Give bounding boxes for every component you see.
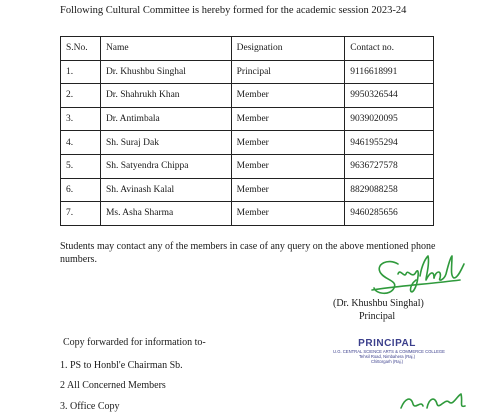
- table-row: [61, 178, 434, 202]
- cell-sno: 2.: [61, 84, 101, 108]
- cell-name: Sh. Suraj Dak: [100, 131, 231, 155]
- principal-signature: [368, 250, 468, 300]
- table-row: [61, 154, 434, 178]
- cell-designation: Member: [231, 202, 345, 226]
- cell-contact: 9460285656: [345, 202, 434, 226]
- cell-contact: 9636727578: [345, 154, 434, 178]
- cell-contact: 9116618991: [345, 60, 434, 84]
- table-row: [61, 84, 434, 108]
- table-row: [61, 202, 434, 226]
- header-contact: Contact no.: [345, 37, 434, 61]
- cell-designation: Principal: [231, 60, 345, 84]
- copy-item: 1. PS to Honbl'e Chairman Sb.: [60, 360, 183, 371]
- cell-contact: 9950326544: [345, 84, 434, 108]
- stamp-title: PRINCIPAL: [358, 338, 416, 349]
- signatory-name: (Dr. Khushbu Singhal): [333, 298, 424, 309]
- cell-contact: 8829088258: [345, 178, 434, 202]
- cell-name: Sh. Avinash Kalal: [100, 178, 231, 202]
- cell-name: Dr. Shahrukh Khan: [100, 84, 231, 108]
- cell-name: Ms. Asha Sharma: [100, 202, 231, 226]
- cell-name: Dr. Antimbala: [100, 107, 231, 131]
- cell-sno: 5.: [61, 154, 101, 178]
- cell-sno: 4.: [61, 131, 101, 155]
- header-sno: S.No.: [61, 37, 101, 61]
- cell-sno: 6.: [61, 178, 101, 202]
- cell-name: Dr. Khushbu Singhal: [100, 60, 231, 84]
- copy-item: 2 All Concerned Members: [60, 380, 166, 391]
- table-row: [61, 60, 434, 84]
- cell-designation: Member: [231, 131, 345, 155]
- principal-stamp: [333, 338, 445, 365]
- cell-designation: Member: [231, 178, 345, 202]
- secondary-signature: [395, 390, 475, 410]
- header-name: Name: [100, 37, 231, 61]
- intro-text: Following Cultural Committee is hereby formed for the academic session 2023-24: [60, 5, 407, 16]
- committee-table: [60, 36, 434, 226]
- cell-designation: Member: [231, 107, 345, 131]
- table-header-row: [61, 37, 434, 61]
- signatory-title: Principal: [359, 311, 396, 322]
- cell-sno: 3.: [61, 107, 101, 131]
- header-designation: Designation: [231, 37, 345, 61]
- cell-contact: 9461955294: [345, 131, 434, 155]
- cell-sno: 7.: [61, 202, 101, 226]
- copy-heading: Copy forwarded for information to-: [63, 337, 206, 348]
- stamp-line: Chittorgarh (Raj.): [370, 359, 404, 365]
- stamp-line: Tehsil Road, Nimbahera (Raj.): [358, 354, 416, 360]
- cell-name: Sh. Satyendra Chippa: [100, 154, 231, 178]
- table-row: [61, 107, 434, 131]
- cell-sno: 1.: [61, 60, 101, 84]
- cell-designation: Member: [231, 154, 345, 178]
- stamp-line: U.G. CENTRAL SCIENCE ARTS & COMMERCE COLLEGE: [333, 349, 445, 354]
- contact-note: Students may contact any of the members in case of any query on the above mentioned phone numbers.: [60, 241, 436, 265]
- cell-designation: Member: [231, 84, 345, 108]
- copy-item: 3. Office Copy: [60, 401, 120, 412]
- cell-contact: 9039020095: [345, 107, 434, 131]
- table-row: [61, 131, 434, 155]
